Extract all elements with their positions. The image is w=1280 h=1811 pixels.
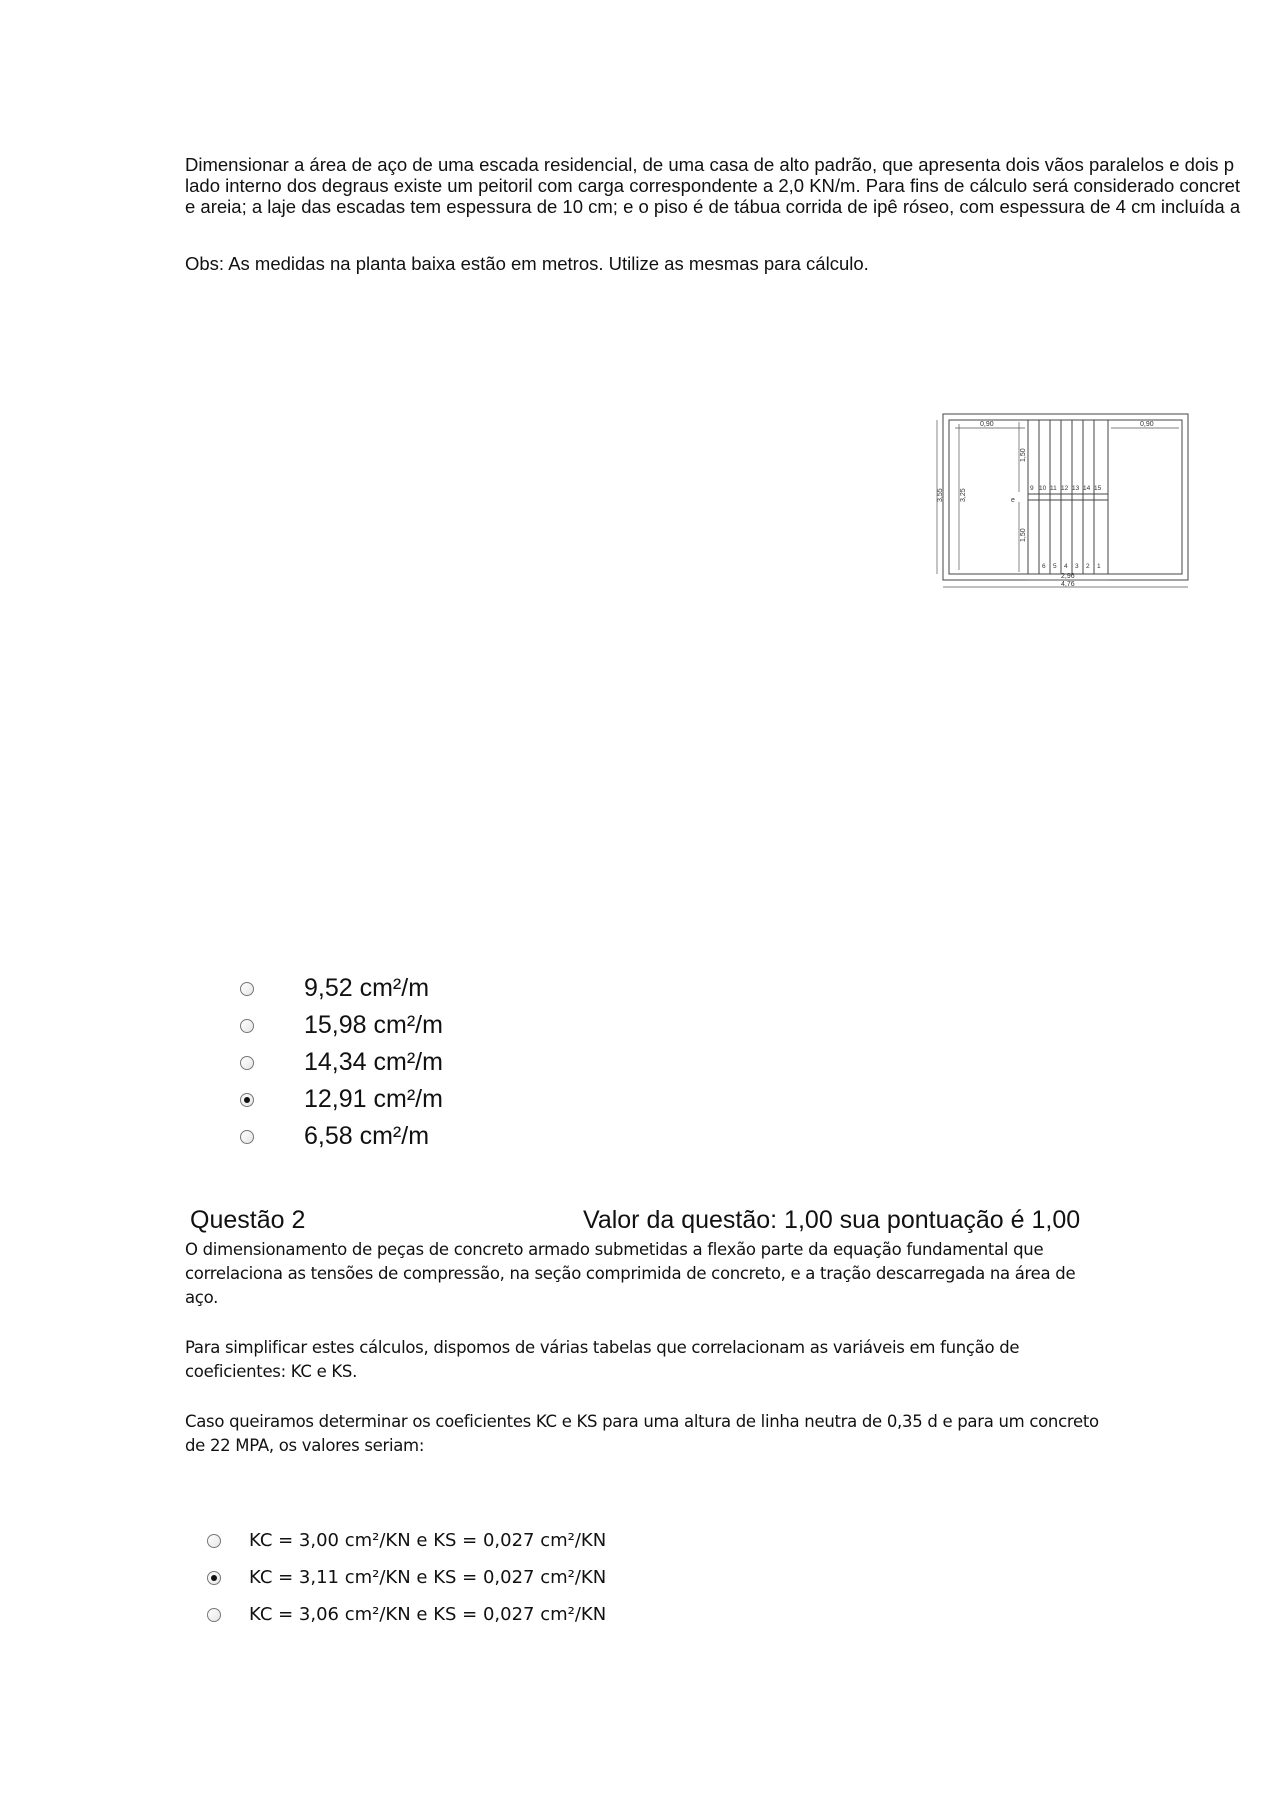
plan-step-number: 11: [1050, 485, 1057, 492]
question1-option[interactable]: [240, 1118, 443, 1155]
radio-button[interactable]: [207, 1534, 221, 1548]
plan-dim-gap: e: [1011, 497, 1015, 504]
question1-options: [240, 970, 443, 1155]
plan-tread-lines: [1039, 420, 1094, 574]
option-label: 14,34 cm²/m: [304, 1048, 443, 1076]
question2-option[interactable]: [207, 1596, 606, 1633]
option-label: KC = 3,06 cm²/KN e KS = 0,027 cm²/KN: [249, 1604, 607, 1625]
plan-inner-wall: [949, 420, 1182, 574]
question2-statement: [185, 1238, 1105, 1484]
plan-step-number: 10: [1039, 485, 1047, 492]
plan-step-number: 3: [1075, 563, 1079, 570]
plan-step-number: 2: [1086, 563, 1090, 570]
radio-button[interactable]: [240, 1130, 254, 1144]
question1-obs: Obs: As medidas na planta baixa estão em metros. Utilize as mesmas para cálculo.: [185, 253, 869, 274]
plan-step-number: 1: [1097, 563, 1101, 570]
plan-dim-lower-flight: 1,50: [1020, 528, 1027, 542]
plan-step-number: 14: [1083, 485, 1091, 492]
question2-paragraph: Caso queiramos determinar os coeficientes KC e KS para uma altura de linha neutra de 0,35 d e para um concreto de 22 MPA, os valores seriam:: [185, 1412, 1099, 1455]
question1-statement: [185, 154, 1280, 217]
option-label: 12,91 cm²/m: [304, 1085, 443, 1113]
question1-option[interactable]: [240, 1081, 443, 1118]
option-label: KC = 3,11 cm²/KN e KS = 0,027 cm²/KN: [249, 1567, 607, 1588]
plan-dim-inner-height: 3,25: [960, 488, 967, 502]
question2-paragraph: Para simplificar estes cálculos, dispomos de várias tabelas que correlacionam as variáveis em função de coeficientes: KC e KS.: [185, 1338, 1020, 1381]
option-label: 9,52 cm²/m: [304, 974, 430, 1002]
plan-step-number: 9: [1030, 485, 1034, 492]
radio-button-selected[interactable]: [207, 1571, 221, 1585]
question2-option[interactable]: [207, 1559, 606, 1596]
radio-button-selected[interactable]: [240, 1093, 254, 1107]
question2-paragraph: O dimensionamento de peças de concreto armado submetidas a flexão parte da equação fundamental que correlaciona as tensões de compressão, na seção comprimida de concreto, e a tração descarregada na área de aço.: [185, 1240, 1076, 1307]
question1-line: Dimensionar a área de aço de uma escada residencial, de uma casa de alto padrão, que apresenta dois vãos paralelos e dois p: [185, 154, 1234, 175]
plan-dim-total-height: 3,55: [937, 488, 944, 502]
stair-floor-plan: [935, 410, 1195, 590]
plan-step-number: 13: [1072, 485, 1080, 492]
radio-button[interactable]: [240, 1019, 254, 1033]
option-label: KC = 3,00 cm²/KN e KS = 0,027 cm²/KN: [249, 1530, 607, 1551]
plan-dim-upper-flight: 1,50: [1020, 448, 1027, 462]
question1-option[interactable]: [240, 970, 443, 1007]
plan-dim-left-landing: 0,90: [980, 421, 994, 428]
question1-line: lado interno dos degraus existe um peitoril com carga correspondente a 2,0 KN/m. Para fins de cálculo será considerado concret: [185, 175, 1241, 196]
question1-option[interactable]: [240, 1044, 443, 1081]
radio-button[interactable]: [240, 982, 254, 996]
option-label: 15,98 cm²/m: [304, 1011, 443, 1039]
question1-option[interactable]: [240, 1007, 443, 1044]
plan-outer-wall: [943, 414, 1188, 580]
question2-options: [207, 1522, 606, 1633]
option-label: 6,58 cm²/m: [304, 1122, 430, 1150]
plan-step-number: 12: [1061, 485, 1069, 492]
question2-title: Questão 2: [190, 1206, 306, 1234]
plan-step-number: 4: [1064, 563, 1068, 570]
plan-step-number: 5: [1053, 563, 1057, 570]
plan-upper-step-numbers: [1030, 485, 1102, 492]
plan-step-number: 6: [1042, 563, 1046, 570]
question2-option[interactable]: [207, 1522, 606, 1559]
question2-score: Valor da questão: 1,00 sua pontuação é 1,00: [583, 1206, 1081, 1234]
plan-dim-right-landing: 0,90: [1140, 421, 1154, 428]
radio-button[interactable]: [207, 1608, 221, 1622]
plan-dim-total-width: 4,76: [1061, 581, 1075, 588]
plan-step-number: 15: [1094, 485, 1102, 492]
plan-dim-inner-width: 2,96: [1061, 573, 1075, 580]
question1-line: e areia; a laje das escadas tem espessura de 10 cm; e o piso é de tábua corrida de ipê róseo, com espessura de 4 cm incluída a: [185, 196, 1241, 217]
radio-button[interactable]: [240, 1056, 254, 1070]
